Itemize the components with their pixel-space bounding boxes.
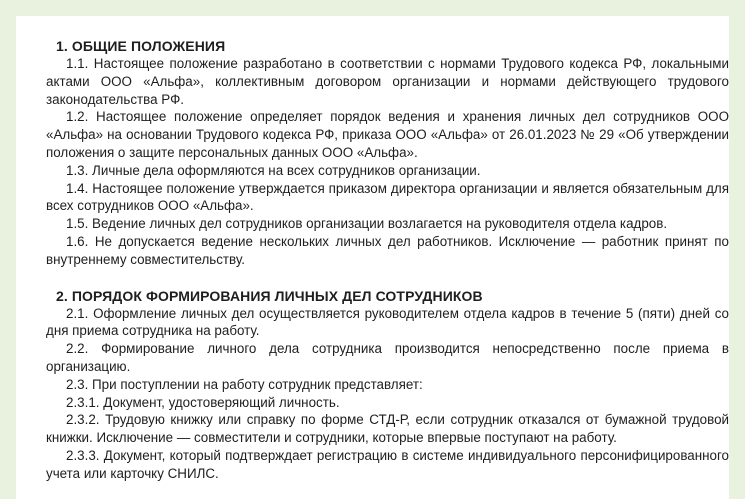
paragraph-2-2: 2.2. Формирование личного дела сотрудника производится непосредственно после приема в организацию. bbox=[46, 341, 729, 374]
paragraph-2-3-1: 2.3.1. Документ, удостоверяющий личность. bbox=[66, 394, 340, 410]
paragraph-1-6: 1.6. Не допускается ведение нескольких личных дел работников. Исключение — работник принят по внутреннему совместительству. bbox=[46, 233, 729, 267]
paragraph-1-1: 1.1. Настоящее положение разработано в соответствии с нормами Трудового кодекса РФ, локальными актами ООО «Альфа», коллективным договором организации и нормами действующего трудового законодательства РФ. bbox=[46, 56, 729, 107]
paragraph-1-4: 1.4. Настоящее положение утверждается приказом директора организации и является обязательным для всех сотрудников ООО «Альфа». bbox=[46, 180, 729, 214]
paragraph-1-5: 1.5. Ведение личных дел сотрудников организации возлагается на руководителя отдела кадров. bbox=[66, 216, 668, 232]
paragraph-1-2: 1.2. Настоящее положение определяет порядок ведения и хранения личных дел сотрудников ООО «Альфа» на основании Трудового кодекса РФ, приказа ООО «Альфа» от 26.01.2023 № 29 «Об утверждении положения о защите персональных данных ООО «Альфа». bbox=[46, 109, 729, 160]
paragraph-2-3-3: 2.3.3. Документ, который подтверждает регистрацию в системе индивидуального персонифицированного учета или карточку СНИЛС. bbox=[46, 447, 729, 481]
paragraph-2-3-2: 2.3.2. Трудовую книжку или справку по форме СТД-Р, если сотрудник отказался от бумажной трудовой книжки. Исключение — совместители и сотрудники, которые впервые поступают на работу. bbox=[46, 412, 729, 446]
paragraph-2-3: 2.3. При поступлении на работу сотрудник представляет: bbox=[66, 376, 423, 392]
section-title-personal-files: 2. ПОРЯДОК ФОРМИРОВАНИЯ ЛИЧНЫХ ДЕЛ СОТРУДНИКОВ bbox=[56, 287, 483, 304]
section-spacer bbox=[46, 269, 729, 287]
paragraph-1-3: 1.3. Личные дела оформляются на всех сотрудников организации. bbox=[66, 162, 481, 178]
document-body bbox=[46, 37, 729, 483]
document-page bbox=[16, 16, 729, 499]
section-title-general: 1. ОБЩИЕ ПОЛОЖЕНИЯ bbox=[56, 38, 226, 54]
paragraph-2-1: 2.1. Оформление личных дел осуществляется руководителем отдела кадров в течение 5 (пяти) дней со дня приема сотрудника на работу. bbox=[46, 305, 729, 339]
